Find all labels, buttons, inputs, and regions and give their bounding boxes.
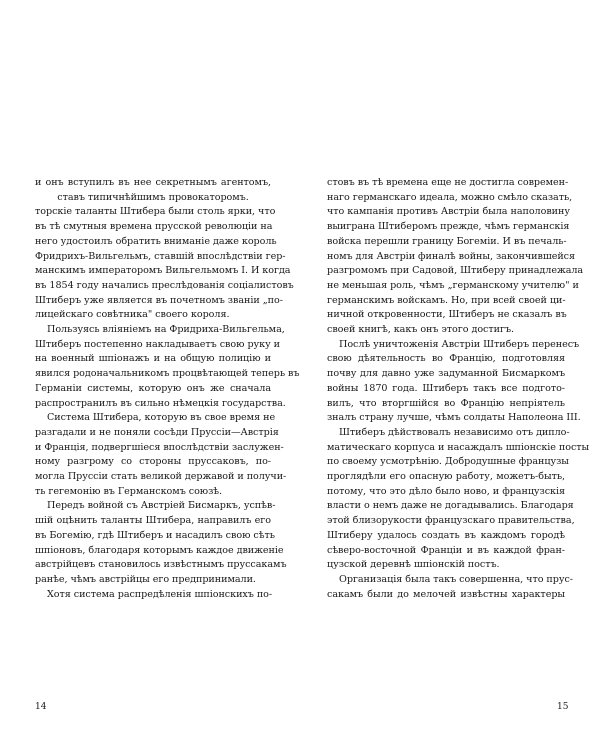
text-line: войны 1870 года. Штиберъ такъ все подгото- — [327, 382, 565, 394]
left-page — [35, 176, 300, 602]
text-line: на военный шпіонажъ и на общую полицію и — [35, 353, 271, 365]
text-line: въ 1854 году начались преслѣдованія соціалистовъ — [35, 279, 294, 291]
text-line: сакамъ были до мелочей извѣстны характеры — [327, 588, 565, 600]
text-line: Штиберъ дѣйствовалъ независимо отъ дипло- — [339, 426, 570, 438]
text-line: вилъ, что вторгшійся во Францію непріятель — [327, 397, 565, 409]
text-line: что кампанія противъ Австріи была наполовину — [327, 206, 570, 218]
text-line: цузской деревнѣ шпіонскій постъ. — [327, 559, 500, 571]
text-line: и Франція, подвергшіеся впослѣдствіи заслужен- — [35, 441, 284, 453]
text-line: манскимъ императоромъ Вильгельмомъ I. И когда — [35, 265, 291, 277]
text-line: Пользуясь вліяніемъ на Фридриха-Вильгельма, — [47, 324, 285, 336]
right-page — [327, 176, 590, 602]
text-line: проглядѣли его опасную работу, можетъ-быть, — [327, 471, 565, 483]
text-line: почву для давно уже задуманной Бисмаркомъ — [327, 368, 565, 380]
text-line: явился родоначальникомъ процвѣтающей теперь въ — [35, 368, 300, 380]
text-line: и онъ вступилъ въ нее секретнымъ агентомъ, — [35, 177, 271, 188]
text-line: Послѣ уничтоженія Австріи Штиберъ перенесъ — [339, 338, 580, 350]
text-line: ставъ типичнѣйшимъ провокаторомъ. — [57, 191, 249, 203]
text-line: распространилъ въ сильно нѣмецкія государства. — [35, 397, 286, 409]
text-line: войска перешли границу Богеміи. И въ печаль- — [327, 235, 567, 247]
text-line: матическаго корпуса и насаждалъ шпіонскіе посты — [327, 441, 590, 453]
text-line: въ тѣ смутныя времена прусской революціи на — [35, 221, 273, 233]
text-line: ть гегемонію въ Германскомъ союзѣ. — [35, 485, 223, 497]
text-line: шпіоновъ, благодаря которымъ каждое движеніе — [35, 544, 284, 556]
text-line: ному разгрому со стороны пруссаковъ, по- — [35, 456, 271, 468]
text-line: торскіе таланты Штибера были столь ярки, что — [35, 206, 276, 218]
text-line: лицейскаго совѣтника" своего короля. — [35, 309, 230, 321]
text-line: Штиберъ уже является въ почетномъ званіи „по- — [35, 294, 283, 306]
text-line: своей книгѣ, какъ онъ этого достигъ. — [327, 324, 515, 336]
text-line: шій оцѣнить таланты Штибера, направилъ его — [35, 515, 271, 527]
text-line: сѣверо-восточной Франціи и въ каждой фран- — [327, 544, 565, 556]
text-line: потому, что это дѣло было ново, и французскія — [327, 485, 565, 497]
text-line: наго германскаго идеала, можно смѣло сказать, — [327, 191, 573, 203]
text-line: него удостоилъ обратить вниманіе даже король — [35, 235, 277, 247]
right-page-number: 15 — [557, 702, 569, 712]
text-line: австрійцевъ становилось извѣстнымъ пруссакамъ — [35, 559, 287, 571]
text-line: разгромомъ при Садовой, Штиберу принадлежала — [327, 265, 584, 277]
text-line: стовъ въ тѣ времена еще не достигла современ- — [327, 177, 569, 188]
text-line: могла Пруссіи стать великой державой и получи- — [35, 471, 287, 483]
text-line: Германіи системы, которую онъ же сначала — [35, 382, 271, 394]
text-line: номъ для Австріи финалѣ войны, закончившейся — [327, 250, 576, 262]
text-line: Штиберу удалось создать въ каждомъ городѣ — [327, 529, 565, 541]
text-line: Передъ войной съ Австріей Бисмаркъ, успѣв- — [47, 500, 276, 512]
text-line: Организація была такъ совершенна, что прус- — [339, 573, 573, 585]
text-line: ранѣе, чѣмъ австрійцы его предпринимали. — [35, 573, 256, 585]
text-line: германскимъ войскамъ. Но, при всей своей ци- — [327, 294, 566, 306]
text-line: этой близорукости французскаго правительства, — [327, 515, 575, 527]
text-line: Штиберъ постепенно накладываетъ свою руку и — [35, 338, 281, 350]
text-line: ничной откровенности, Штиберъ не сказалъ въ — [327, 309, 567, 321]
left-page-number: 14 — [35, 702, 47, 712]
text-line: Фридрихъ-Вильгельмъ, ставшій впослѣдствіи гер- — [35, 250, 286, 262]
text-line: власти о немъ даже не догадывались. Благодаря — [327, 500, 574, 512]
text-line: въ Богемію, гдѣ Штиберъ и насадилъ свою сѣть — [35, 529, 275, 541]
text-line: выиграна Штиберомъ прежде, чѣмъ германскія — [327, 221, 570, 233]
text-line: свою дѣятельность во Францію, подготовляя — [327, 353, 565, 365]
text-line: зналъ страну лучше, чѣмъ солдаты Наполеона III. — [327, 412, 581, 424]
text-line: Хотя система распредѣленія шпіонскихъ по- — [47, 588, 273, 600]
text-line: разгадали и не поняли сосѣди Пруссіи—Австрія — [35, 426, 279, 438]
text-line: Система Штибера, которую въ свое время не — [47, 412, 276, 424]
text-line: по своему усмотрѣнію. Добродушные французы — [327, 456, 569, 468]
text-line: не меньшая роль, чѣмъ „германскому учителю" и — [327, 279, 579, 291]
